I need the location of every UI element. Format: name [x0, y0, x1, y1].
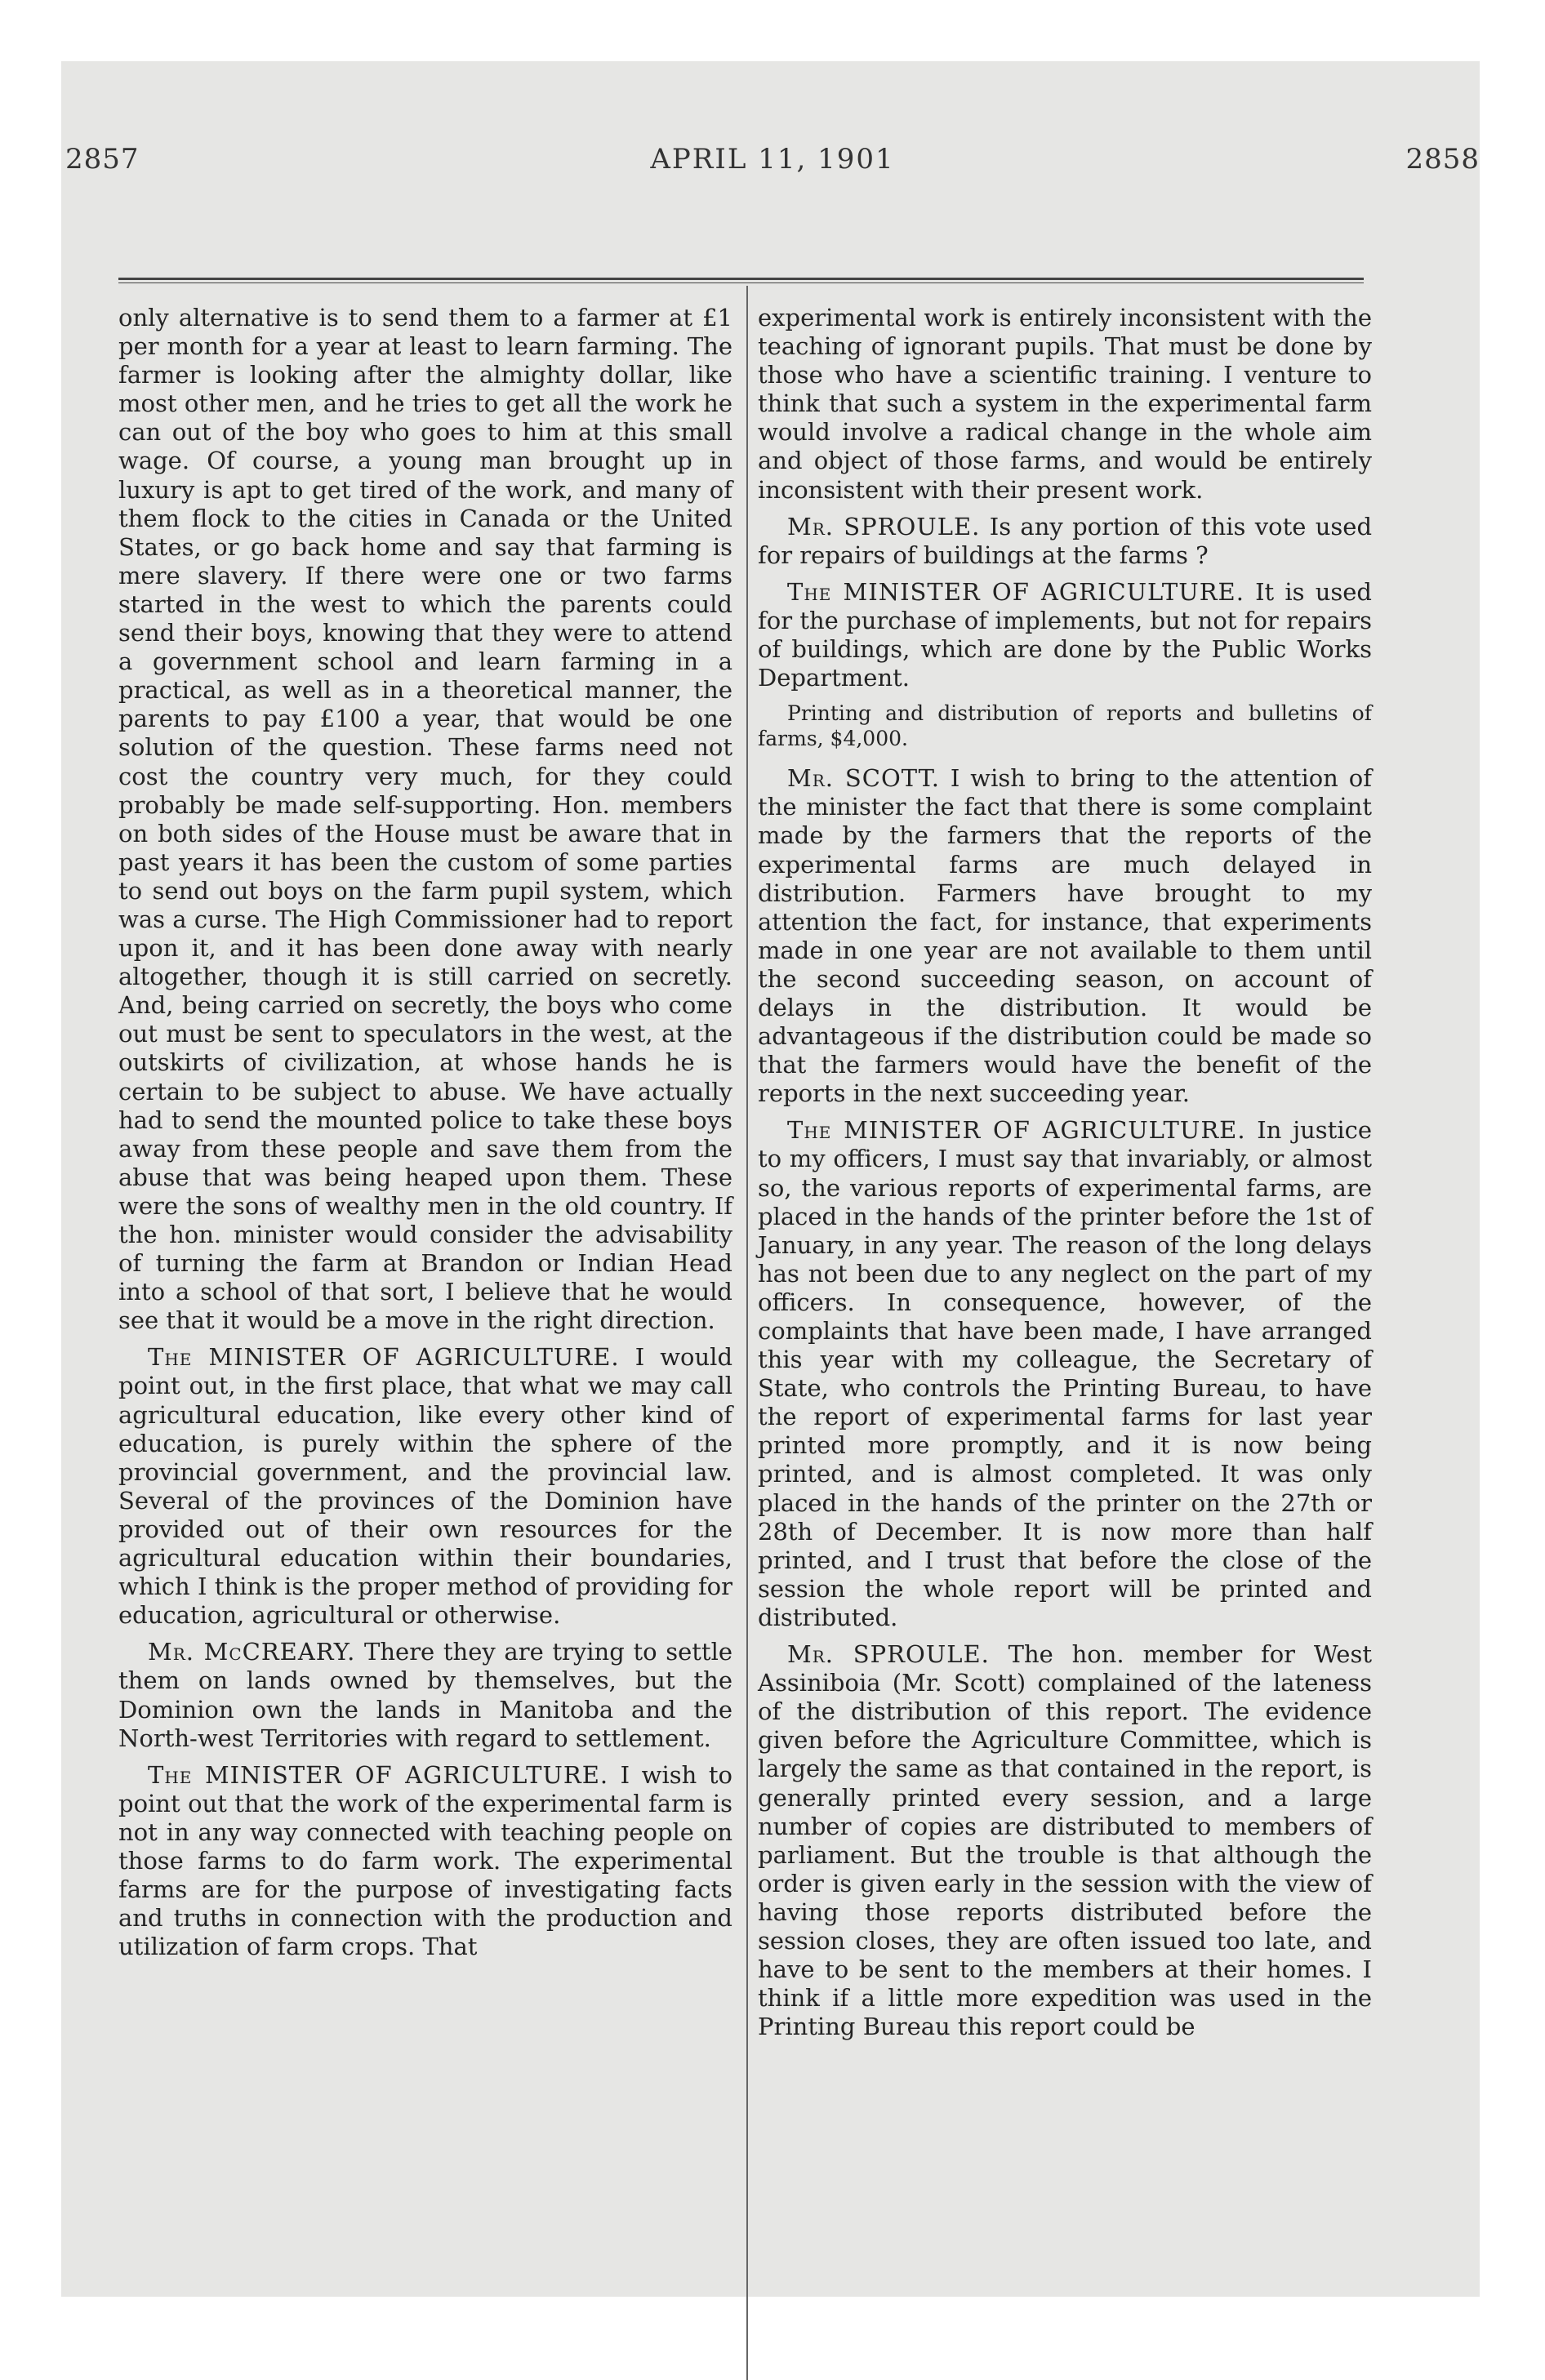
page-number-left: 2857 [65, 143, 140, 176]
paragraph: The MINISTER OF AGRICULTURE. In justice to my officers, I must say that invariably, or almost so, the various reports of experimental farms, are placed in the hands of the printer before the 1st of January, in any year. The reason of the long delays has not been due to any neglect on the part of my officers. In consequence, however, of the complaints that have been made, I have arranged this year with my colleague, the Secretary of State, who controls the Printing Bureau, to have the report of experimental farms for last year printed more promptly, and it is now being printed, and is almost completed. It was only placed in the hands of the printer on the 27th or 28th of December. It is now more than half printed, and I trust that before the close of the session the whole report will be printed and distributed. [758, 1116, 1372, 1631]
page-number-right: 2858 [1405, 143, 1480, 176]
speaker-name: Mr. SCOTT. [787, 764, 940, 793]
header-rule-thin [118, 282, 1364, 283]
page-header [65, 143, 1480, 192]
speaker-name: The MINISTER OF AGRICULTURE. [148, 1343, 620, 1372]
speaker-name: Mr. SPROULE. [787, 1640, 990, 1669]
paragraph: Mr. SPROULE. The hon. member for West Assiniboia (Mr. Scott) complained of the lateness of the distribution of this report. The evidence given before the Agriculture Committee, which is largely the same as that contained in the report, is generally printed every session, and a large number of copies are distributed to members of parliament. But the trouble is that although the order is given early in the session with the view of having those reports distributed before the session closes, they are often issued too late, and have to be sent to the members at their homes. I think if a little more expedition was used in the Printing Bureau this report could be [758, 1640, 1372, 2041]
paragraph: Mr. McCREARY. There they are trying to settle them on lands owned by themselves, but the Dominion own the lands in Manitoba and the North-west Territories with regard to settlement. [118, 1638, 733, 1752]
paragraph: The MINISTER OF AGRICULTURE. It is used for the purchase of implements, but not for repairs of buildings, which are done by the Public Works Department. [758, 577, 1372, 692]
paragraph: Mr. SCOTT. I wish to bring to the attention of the minister the fact that there is some complaint made by the farmers that the reports of the experimental farms are much delayed in distribution. Farmers have brought to my attention the fact, for instance, that experiments made in one year are not available to them until the second succeeding season, on account of delays in the distribution. It would be advantageous if the distribution could be made so that the farmers would have the benefit of the reports in the next succeeding year. [758, 764, 1373, 1108]
left-column [118, 304, 732, 1969]
paragraph: The MINISTER OF AGRICULTURE. I wish to point out that the work of the experimental farm is not in any way connected with teaching people on those farms to do farm work. The experimental farms are for the purpose of investigating facts and truths in connection with the production and utilization of farm crops. That [118, 1760, 733, 1961]
speaker-name: The MINISTER OF AGRICULTURE. [148, 1760, 609, 1789]
speaker-name: The MINISTER OF AGRICULTURE. [787, 577, 1244, 606]
header-rule [118, 278, 1364, 280]
speaker-name: The MINISTER OF AGRICULTURE. [787, 1116, 1246, 1145]
right-column [758, 304, 1372, 2049]
paragraph: Mr. SPROULE. Is any portion of this vote used for repairs of buildings at the farms ? [758, 512, 1373, 569]
paragraph: experimental work is entirely inconsistent with the teaching of ignorant pupils. That must be done by those who have a scientific training. I venture to think that such a system in the experimental farm would involve a radical change in the whole aim and object of those farms, and would be entirely inconsistent with their present work. [758, 304, 1372, 504]
speaker-name: Mr. McCREARY. [148, 1638, 356, 1666]
speaker-name: Mr. SPROULE. [787, 512, 981, 541]
page-date: APRIL 11, 1901 [650, 143, 895, 176]
column-separator [746, 286, 748, 2380]
paragraph: The MINISTER OF AGRICULTURE. I would point out, in the first place, that what we may call agricultural education, like every other kind of education, is purely within the sphere of the provincial government, and the provincial law. Several of the provinces of the Dominion have provided out of their own resources for the agricultural education within their boundaries, which I think is the proper method of providing for education, agricultural or otherwise. [118, 1343, 733, 1630]
vote-item: Printing and distribution of reports and bulletins of farms, $4,000. [758, 701, 1372, 751]
paragraph: only alternative is to send them to a farmer at £1 per month for a year at least to learn farming. The farmer is looking after the almighty dollar, like most other men, and he tries to get all the work he can out of the boy who goes to him at this small wage. Of course, a young man brought up in luxury is apt to get tired of the work, and many of them flock to the cities in Canada or the United States, or go back home and say that farming is mere slavery. If there were one or two farms started in the west to which the parents could send their boys, knowing that they were to attend a government school and learn farming in a practical, as well as in a theoretical manner, the parents to pay £100 a year, that would be one solution of the question. These farms need not cost the country very much, for they could probably be made self-supporting. Hon. members on both sides of the House must be aware that in past years it has been the custom of some parties to send out boys on the farm pupil system, which was a curse. The High Commissioner had to report upon it, and it has been done away with nearly altogether, though it is still carried on secretly. And, being carried on secretly, the boys who come out must be sent to speculators in the west, at the outskirts of civilization, at whose hands he is certain to be subject to abuse. We have actually had to send the mounted police to take these boys away from these people and save them from the abuse that was being heaped upon them. These were the sons of wealthy men in the old country. If the hon. minister would consider the advisability of turning the farm at Brandon or Indian Head into a school of that sort, I believe that he would see that it would be a move in the right direction. [118, 304, 732, 1335]
